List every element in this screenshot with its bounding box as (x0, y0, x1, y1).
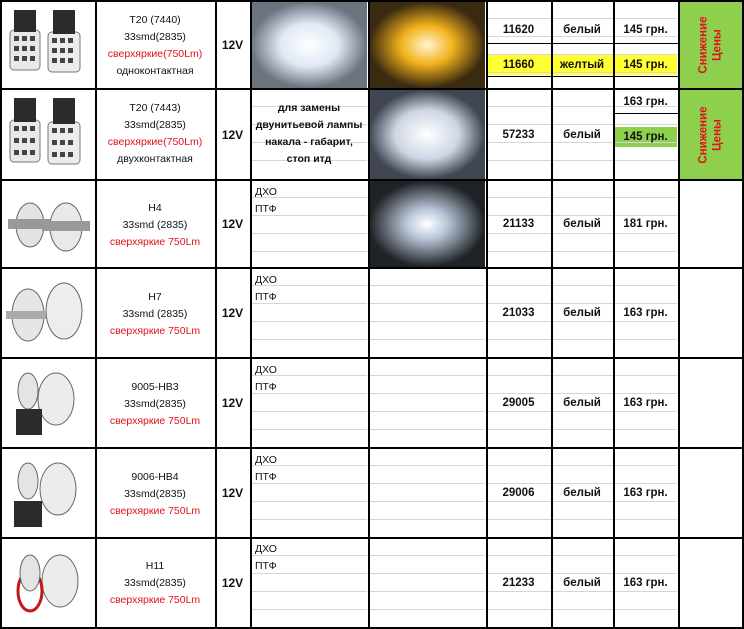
light-color: белый (563, 307, 601, 319)
mode-fog: ПТФ (255, 560, 277, 572)
gridline (251, 215, 367, 216)
product-brightness: сверхяркие 750Lm (109, 593, 201, 606)
price: 145 грн. (623, 59, 668, 71)
photo-white-led-closeup (369, 90, 485, 179)
column-border (368, 0, 370, 629)
gridline (369, 609, 485, 610)
gridline (251, 339, 367, 340)
gridline (251, 251, 367, 252)
row-border (0, 267, 744, 269)
product-name: H7 (148, 290, 162, 303)
product-name: H11 (145, 559, 165, 572)
gridline (369, 483, 485, 484)
gridline (251, 609, 367, 610)
row-border (0, 447, 744, 449)
product-spec: 33smd(2835) (124, 487, 186, 500)
gridline (369, 519, 485, 520)
row-border (0, 179, 744, 181)
badge-text-line1: Снижение (697, 16, 710, 74)
product-brightness: сверхяркие 750Lm (109, 324, 201, 337)
product-brightness: сверхяркие 750Lm (109, 504, 201, 517)
product-name: H4 (148, 201, 162, 214)
price-drop-badge (679, 2, 742, 88)
badge-text-line2: Цены (711, 29, 724, 61)
price: 163 грн. (623, 487, 668, 499)
gridline (369, 429, 485, 430)
product-photo-9006-hb4 (2, 449, 94, 537)
product-photo-h7 (2, 269, 94, 357)
row-border (0, 357, 744, 359)
gridline (251, 411, 367, 412)
article-code: 21033 (502, 307, 535, 319)
note-line: двунитьевой лампы (255, 119, 363, 131)
gridline (251, 233, 367, 234)
note-line: для замены (277, 102, 341, 114)
voltage: 12V (221, 486, 244, 500)
subrow-border (613, 113, 678, 114)
column-border (613, 0, 615, 629)
product-brightness: сверхяркие(750Lm) (107, 48, 203, 60)
product-contact-type: одноконтактная (116, 65, 194, 77)
gridline (487, 18, 677, 19)
row-border (0, 88, 744, 90)
voltage: 12V (221, 217, 244, 231)
gridline (369, 573, 485, 574)
light-color: белый (563, 24, 601, 36)
column-border (250, 0, 252, 629)
voltage: 12V (221, 575, 244, 590)
price: 163 грн. (623, 576, 668, 589)
product-description (96, 369, 214, 439)
product-spec: 33smd(2835) (124, 31, 186, 43)
product-description (96, 190, 214, 260)
column-border (486, 0, 488, 629)
gridline (251, 591, 367, 592)
gridline (369, 303, 485, 304)
column-border (551, 0, 553, 629)
photo-amber-glow (369, 2, 485, 88)
mode-drl: ДХО (255, 543, 277, 555)
article-code: 21133 (502, 218, 535, 230)
product-photo-t20-7440 (2, 2, 94, 88)
light-color: белый (563, 397, 601, 409)
voltage: 12V (221, 127, 244, 142)
gridline (369, 393, 485, 394)
price: 145 грн. (623, 131, 668, 143)
gridline (251, 393, 367, 394)
article-code: 57233 (502, 128, 535, 141)
column-border (678, 0, 680, 629)
gridline (251, 519, 367, 520)
gridline (369, 591, 485, 592)
note-line: накала - габарит, (265, 136, 353, 148)
mode-fog: ПТФ (255, 291, 277, 303)
gridline (369, 555, 485, 556)
product-name: 9006-HB4 (131, 470, 179, 483)
badge-text (696, 106, 724, 163)
light-color: белый (563, 487, 601, 499)
light-color: белый (563, 218, 601, 230)
gridline (251, 429, 367, 430)
gridline (251, 501, 367, 502)
gridline (251, 573, 367, 574)
photo-h4-lit (369, 181, 485, 267)
mode-drl: ДХО (255, 274, 277, 286)
column-border (95, 0, 97, 629)
article-code: 11660 (502, 59, 535, 71)
badge-text (696, 16, 724, 73)
voltage: 12V (221, 38, 244, 52)
gridline (369, 465, 485, 466)
product-description (96, 10, 214, 82)
product-photo-h11 (2, 539, 94, 626)
light-color: желтый (559, 59, 605, 71)
voltage: 12V (221, 396, 244, 410)
product-name: 9005-HB3 (131, 380, 179, 393)
product-name: T20 (7443) (129, 102, 181, 114)
product-photo-t20-7443 (2, 90, 94, 179)
badge-text-line1: Снижение (697, 105, 710, 164)
product-spec: 33smd(2835) (124, 119, 186, 131)
product-photo-9005-hb3 (2, 359, 94, 447)
voltage: 12V (221, 306, 244, 320)
article-code: 29005 (502, 397, 535, 409)
row-border (0, 0, 744, 2)
gridline (369, 375, 485, 376)
product-brightness: сверхяркие 750Lm (109, 414, 201, 427)
note-line: стоп итд (286, 153, 332, 165)
badge-text-line2: Цены (711, 118, 724, 151)
product-description (96, 459, 214, 529)
gridline (251, 483, 367, 484)
column-border (215, 0, 217, 629)
gridline (369, 321, 485, 322)
article-code: 29006 (502, 487, 535, 499)
mode-drl: ДХО (255, 186, 277, 198)
product-photo-h4 (2, 181, 94, 267)
price: 181 грн. (623, 218, 668, 230)
product-spec: 33smd (2835) (122, 307, 188, 320)
usage-note (251, 96, 367, 172)
product-spec: 33smd(2835) (124, 576, 186, 589)
light-color: белый (563, 128, 601, 141)
subrow-border (486, 43, 678, 44)
product-brightness: сверхяркие(750Lm) (107, 136, 203, 148)
mode-fog: ПТФ (255, 471, 277, 483)
product-spec: 33smd(2835) (124, 397, 186, 410)
product-contact-type: двухконтактная (117, 153, 193, 165)
gridline (369, 411, 485, 412)
gridline (251, 303, 367, 304)
price: 163 грн. (623, 96, 668, 108)
gridline (251, 321, 367, 322)
article-code: 21233 (502, 576, 535, 589)
mode-fog: ПТФ (255, 381, 277, 393)
price: 163 грн. (623, 307, 668, 319)
product-brightness: сверхяркие 750Lm (109, 235, 201, 248)
gridline (369, 285, 485, 286)
subrow-border (486, 76, 678, 77)
mode-drl: ДХО (255, 364, 277, 376)
mode-fog: ПТФ (255, 203, 277, 215)
product-description (96, 548, 214, 618)
gridline (251, 555, 367, 556)
product-description (96, 279, 214, 349)
product-name: T20 (7440) (129, 14, 181, 26)
product-description (96, 98, 214, 170)
column-border (0, 0, 2, 629)
light-color: белый (563, 576, 601, 589)
price: 163 грн. (623, 397, 668, 409)
product-spec: 33smd (2835) (122, 218, 188, 231)
gridline (369, 339, 485, 340)
row-border (0, 537, 744, 539)
mode-drl: ДХО (255, 454, 277, 466)
gridline (369, 501, 485, 502)
photo-white-glow (251, 2, 367, 88)
article-code: 11620 (502, 24, 535, 36)
price-drop-badge (679, 90, 742, 179)
price: 145 грн. (623, 24, 668, 36)
